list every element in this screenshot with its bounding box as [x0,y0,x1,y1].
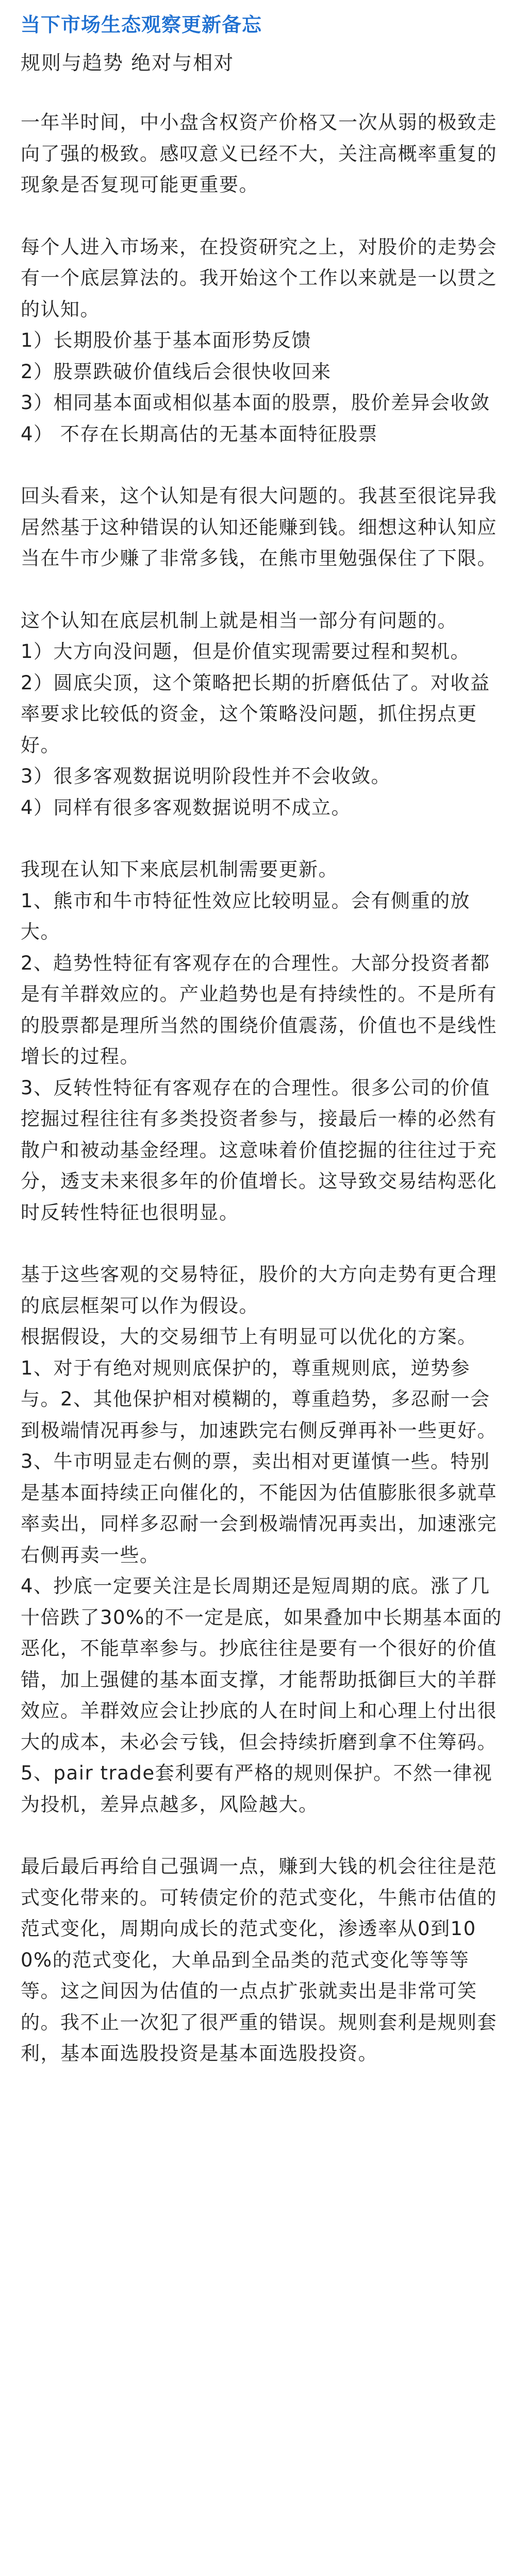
post-title[interactable]: 当下市场生态观察更新备忘 [21,13,262,36]
paragraph-4: 这个认知在底层机制上就是相当一部分有问题的。 1）大方向没问题，但是价值实现需要过程和契机。 2）圆底尖顶，这个策略把长期的折磨低估了。对收益率要求比较低的资金，这个策略没问题，抓住拐点更好。 3）很多客观数据说明阶段性并不会收敛。 4）同样有很多客观数据说明不成立。 [21,609,490,819]
paragraph-2: 每个人进入市场来，在投资研究之上，对股价的走势会有一个底层算法的。我开始这个工作以来就是一以贯之的认知。 1）长期股价基于基本面形势反馈 2）股票跌破价值线后会很快收回来 3）相同基本面或相似基本面的股票，股价差异会收敛 4） 不存在长期高估的无基本面特征股票 [21,235,497,445]
post-body [21,107,507,2070]
paragraph-3: 回头看来，这个认知是有很大问题的。我甚至很诧异我居然基于这种错误的认知还能赚到钱。细想这种认知应当在牛市少赚了非常多钱，在熊市里勉强保住了下限。 [21,485,497,569]
post-subtitle: 规则与趋势 绝对与相对 [21,52,235,74]
paragraph-1: 一年半时间，中小盘含权资产价格又一次从弱的极致走向了强的极致。感叹意义已经不大，关注高概率重复的现象是否复现可能更重要。 [21,111,497,196]
paragraph-5: 我现在认知下来底层机制需要更新。 1、熊市和牛市特征性效应比较明显。会有侧重的放大。 2、趋势性特征有客观存在的合理性。大部分投资者都是有羊群效应的。产业趋势也是有持续性的。不是所有的股票都是理所当然的围绕价值震荡，价值也不是线性增长的过程。 3、反转性特征有客观存在的合理性。很多公司的价值挖掘过程往往有多类投资者参与，接最后一棒的必然有散户和被动基金经理。这意味着价值挖掘的往往过于充分，透支未来很多年的价值增长。这导致交易结构恶化时反转性特征也很明显。 [21,858,497,1224]
paragraph-7: 最后最后再给自己强调一点，赚到大钱的机会往往是范式变化带来的。可转债定价的范式变化，牛熊市估值的范式变化，周期向成长的范式变化，渗透率从0到100%的范式变化，大单品到全品类的范式变化等等等等。这之间因为估值的一点点扩张就卖出是非常可笑的。我不止一次犯了很严重的错误。规则套利是规则套利，基本面选股投资是基本面选股投资。 [21,1855,497,2064]
paragraph-6: 基于这些客观的交易特征，股价的大方向走势有更合理的底层框架可以作为假设。 根据假设，大的交易细节上有明显可以优化的方案。 1、对于有绝对规则底保护的，尊重规则底，逆势参与。2、其他保护相对模糊的，尊重趋势，多忍耐一会到极端情况再参与，加速跌完右侧反弹再补一些更好。 3、牛市明显走右侧的票，卖出相对更谨慎一些。特别是基本面持续正向催化的，不能因为估值膨胀很多就草率卖出，同样多忍耐一会到极端情况再卖出，加速涨完右侧再卖一些。 4、抄底一定要关注是长周期还是短周期的底。涨了几十倍跌了30%的不一定是底，如果叠加中长期基本面的恶化，不能草率参与。抄底往往是要有一个很好的价值错，加上强健的基本面支撑，才能帮助抵御巨大的羊群效应。羊群效应会让抄底的人在时间上和心理上付出很大的成本，未必会亏钱，但会持续折磨到拿不住筹码。 5、pair trade套利要有严格的规则保护。不然一律视为投机，差异点越多，风险越大。 [21,1263,502,1816]
